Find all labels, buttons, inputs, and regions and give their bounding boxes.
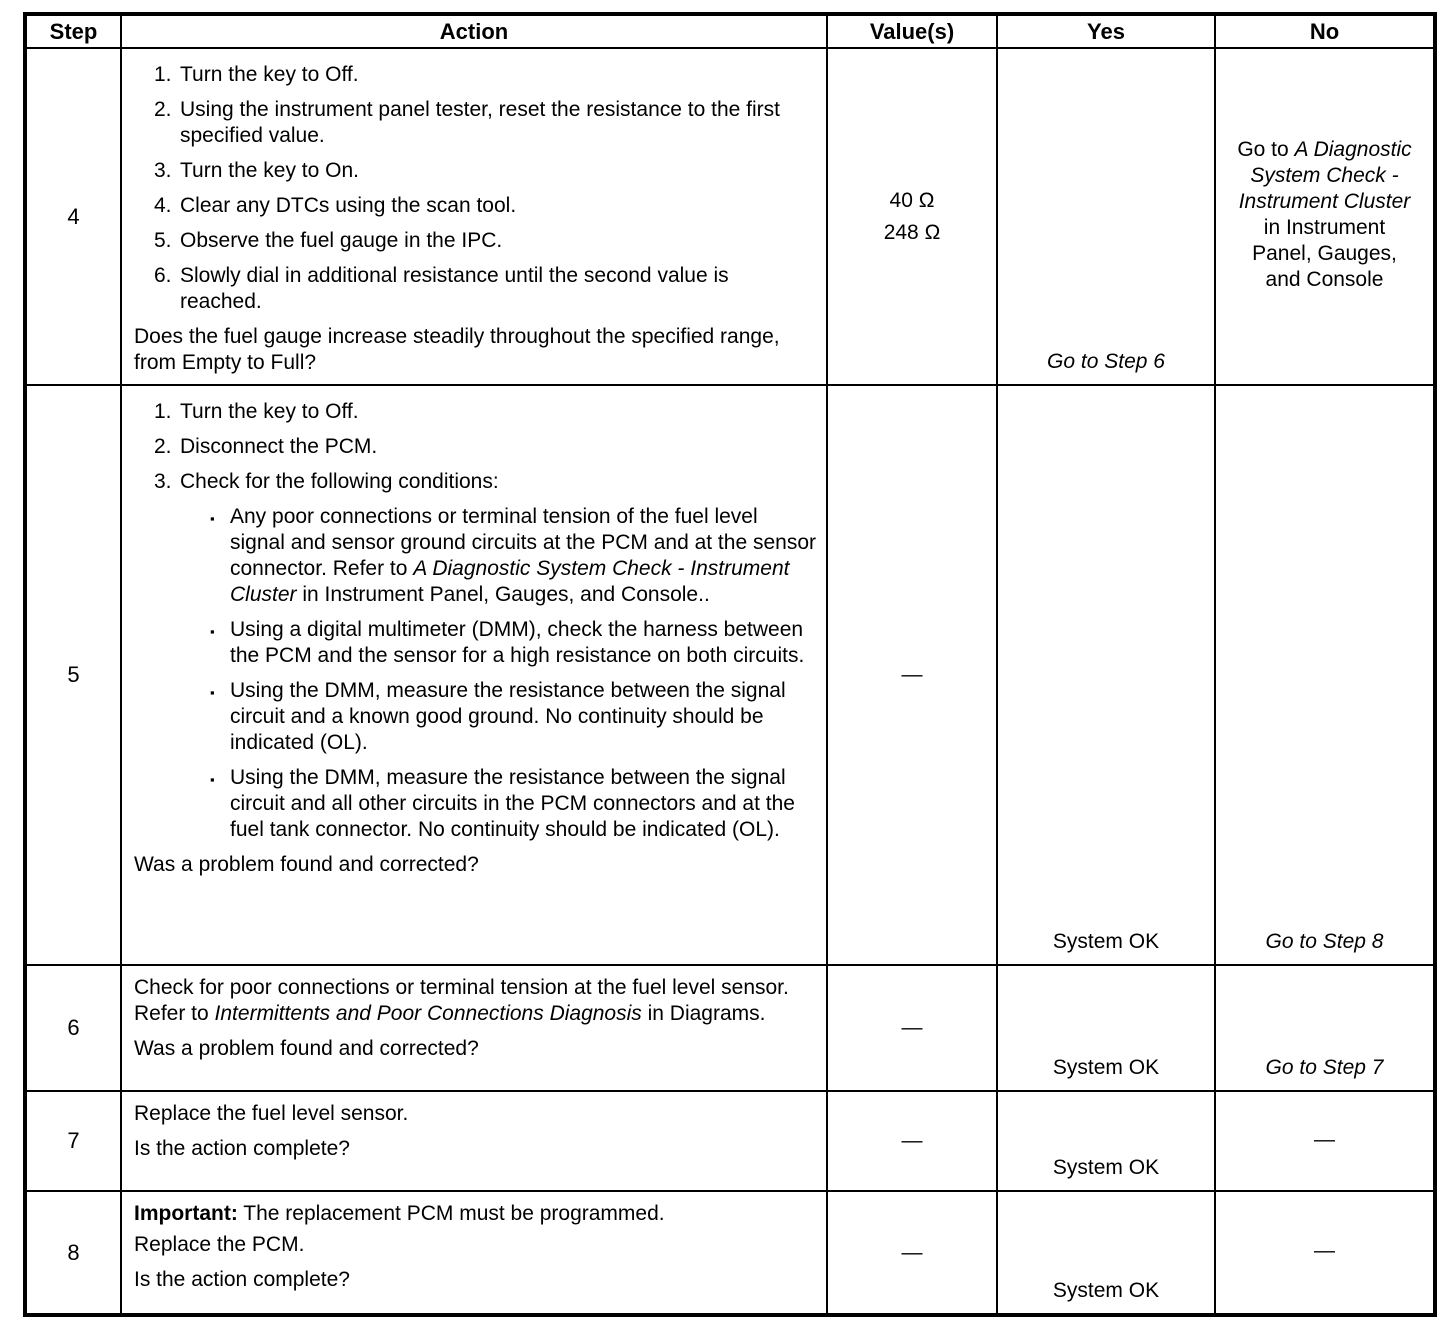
yes-cell — [997, 1091, 1215, 1191]
text-segment: Replace the fuel level sensor. — [134, 1102, 409, 1125]
action-cell — [121, 385, 827, 965]
text-segment: Check for poor connections or terminal tension at the fuel level sensor. Refer to — [134, 976, 789, 1025]
text-segment: Slowly dial in additional resistance until the second value is reached. — [180, 264, 729, 313]
text-segment: — — [1314, 1239, 1335, 1262]
value-line: 248 Ω — [883, 220, 941, 244]
step-number: 7 — [67, 1128, 80, 1153]
text-segment: in Instrument Panel, Gauges, and Console — [1252, 216, 1397, 291]
text-segment: Check for the following conditions: — [180, 470, 499, 493]
text-segment: Does the fuel gauge increase steadily throughout the specified range, from Empty to Full? — [134, 325, 780, 374]
text-segment: Is the action complete? — [134, 1137, 350, 1160]
yes-cell-text — [1016, 929, 1196, 955]
numbered-item — [154, 193, 816, 219]
yes-cell — [997, 48, 1215, 385]
action-cell — [121, 1191, 827, 1315]
text-segment: Was a problem found and corrected? — [134, 1037, 479, 1060]
text-segment: A Diagnostic System Check - Instrument Cluster — [230, 557, 790, 606]
item-text — [180, 399, 816, 425]
step-number: 5 — [67, 662, 80, 687]
item-text — [180, 469, 816, 495]
item-number: 4. — [154, 194, 172, 217]
no-cell-text — [1234, 137, 1415, 293]
step-cell — [25, 1091, 121, 1191]
step-cell — [25, 48, 121, 385]
bullet-item — [210, 678, 816, 756]
no-cell-text — [1234, 929, 1415, 955]
bullet-item — [210, 765, 816, 843]
text-segment: Was a problem found and corrected? — [134, 853, 479, 876]
text-segment: Replace the PCM. — [134, 1233, 305, 1256]
bullet-icon: ▪ — [210, 685, 215, 700]
text-segment: System OK — [1052, 1156, 1160, 1179]
no-cell — [1215, 965, 1435, 1091]
bullet-item — [210, 617, 816, 669]
values-cell — [827, 965, 997, 1091]
action-cell — [121, 48, 827, 385]
item-text — [230, 504, 816, 608]
yes-cell — [997, 965, 1215, 1091]
item-text — [180, 97, 816, 149]
item-number: 2. — [154, 98, 172, 121]
yes-cell-text — [1016, 349, 1196, 375]
table-row — [25, 385, 1435, 965]
question-text — [134, 324, 816, 376]
text-segment: System OK — [1052, 930, 1160, 953]
question-text — [134, 1267, 816, 1293]
item-text — [180, 158, 816, 184]
action-cell — [121, 1091, 827, 1191]
item-number: 3. — [154, 470, 172, 493]
column-header-values: Value(s) — [827, 14, 997, 48]
numbered-item — [154, 228, 816, 254]
item-text — [180, 434, 816, 460]
table-row — [25, 965, 1435, 1091]
values-cell — [827, 1191, 997, 1315]
action-paragraph — [134, 1201, 816, 1227]
text-segment: Clear any DTCs using the scan tool. — [180, 194, 517, 217]
no-cell-text — [1234, 1238, 1415, 1264]
column-header-yes: Yes — [997, 14, 1215, 48]
numbered-item — [154, 263, 816, 315]
yes-cell-text — [1016, 1278, 1196, 1304]
values-cell — [827, 1091, 997, 1191]
item-text — [180, 62, 816, 88]
step-cell — [25, 965, 121, 1091]
numbered-item — [154, 62, 816, 88]
item-number: 3. — [154, 159, 172, 182]
text-segment: A Diagnostic System Check - Instrument Cluster — [1238, 138, 1412, 213]
numbered-item — [154, 399, 816, 425]
question-text — [134, 1136, 816, 1162]
item-text — [230, 678, 816, 756]
text-segment: Go to — [1237, 138, 1295, 161]
text-segment: Observe the fuel gauge in the IPC. — [180, 229, 503, 252]
item-number: 2. — [154, 435, 172, 458]
numbered-item — [154, 158, 816, 184]
text-segment: System OK — [1052, 1279, 1160, 1302]
value-line: — — [901, 1129, 923, 1152]
text-segment: Using the instrument panel tester, reset the resistance to the first specified value. — [180, 98, 780, 147]
header-row — [25, 14, 1435, 48]
value-line: — — [901, 663, 923, 686]
text-segment: System OK — [1052, 1056, 1160, 1079]
item-text — [230, 765, 816, 843]
item-text — [180, 228, 816, 254]
value-line: — — [901, 1240, 923, 1264]
no-cell-text — [1234, 1127, 1415, 1153]
text-segment: Go to Step 8 — [1265, 930, 1384, 953]
item-number: 1. — [154, 400, 172, 423]
text-segment: Go to Step 7 — [1265, 1056, 1384, 1079]
text-segment: Important: — [134, 1202, 238, 1225]
question-text — [134, 852, 816, 878]
yes-cell-text — [1016, 1055, 1196, 1081]
text-segment: — — [1314, 1127, 1335, 1151]
no-cell — [1215, 1191, 1435, 1315]
numbered-item — [154, 434, 816, 460]
no-cell — [1215, 1091, 1435, 1191]
column-header-step: Step — [25, 14, 121, 48]
numbered-item — [154, 469, 816, 495]
text-segment: in Diagrams. — [641, 1002, 766, 1025]
diagnostic-table — [23, 12, 1437, 1317]
bullet-item — [210, 504, 816, 608]
value-line: — — [901, 1016, 923, 1039]
text-segment: Turn the key to Off. — [180, 400, 359, 423]
item-text — [230, 617, 816, 669]
values-cell — [827, 48, 997, 385]
text-segment: Is the action complete? — [134, 1268, 350, 1291]
item-text — [180, 193, 816, 219]
item-number: 6. — [154, 264, 172, 287]
question-text — [134, 1036, 816, 1062]
column-header-no: No — [1215, 14, 1435, 48]
text-segment: The replacement PCM must be programmed. — [237, 1202, 665, 1225]
text-segment: Using the DMM, measure the resistance between the signal circuit and a known good ground. No continuity should be indicated (OL). — [230, 679, 786, 754]
no-cell-text — [1234, 1055, 1415, 1081]
no-cell — [1215, 48, 1435, 385]
table-row — [25, 1191, 1435, 1315]
action-paragraph — [134, 975, 816, 1027]
text-segment: Go to Step 6 — [1047, 350, 1165, 373]
item-number: 1. — [154, 63, 172, 86]
text-segment: Disconnect the PCM. — [180, 435, 378, 458]
step-number: 6 — [67, 1015, 80, 1040]
values-cell — [827, 385, 997, 965]
numbered-item — [154, 97, 816, 149]
yes-cell — [997, 385, 1215, 965]
table-row — [25, 48, 1435, 385]
step-number: 8 — [67, 1239, 80, 1265]
action-cell — [121, 965, 827, 1091]
yes-cell-text — [1016, 1155, 1196, 1181]
text-segment: in Instrument Panel, Gauges, and Console.. — [296, 583, 710, 606]
step-cell — [25, 1191, 121, 1315]
item-number: 5. — [154, 229, 172, 252]
yes-cell — [997, 1191, 1215, 1315]
value-line: 40 Ω — [889, 188, 935, 212]
table-row — [25, 1091, 1435, 1191]
step-cell — [25, 385, 121, 965]
bullet-icon: ▪ — [210, 511, 215, 526]
text-segment: Using a digital multimeter (DMM), check the harness between the PCM and the sensor for a high resistance on both circuits. — [230, 618, 805, 667]
text-segment: Turn the key to Off. — [180, 63, 359, 86]
no-cell — [1215, 385, 1435, 965]
item-text — [180, 263, 816, 315]
text-segment: Turn the key to On. — [180, 159, 359, 182]
column-header-action: Action — [121, 14, 827, 48]
bullet-icon: ▪ — [210, 772, 215, 787]
text-segment: Intermittents and Poor Connections Diagnosis — [214, 1002, 642, 1025]
action-paragraph — [134, 1101, 816, 1127]
text-segment: Any poor connections or terminal tension of the fuel level signal and sensor ground circuits at the PCM and at the sensor connector. Refer to — [230, 505, 816, 580]
step-number: 4 — [67, 203, 80, 229]
action-paragraph — [134, 1232, 816, 1258]
text-segment: Using the DMM, measure the resistance between the signal circuit and all other circuits in the PCM connectors and at the fuel tank connector. No continuity should be indicated (OL). — [230, 766, 795, 841]
bullet-icon: ▪ — [210, 624, 215, 639]
